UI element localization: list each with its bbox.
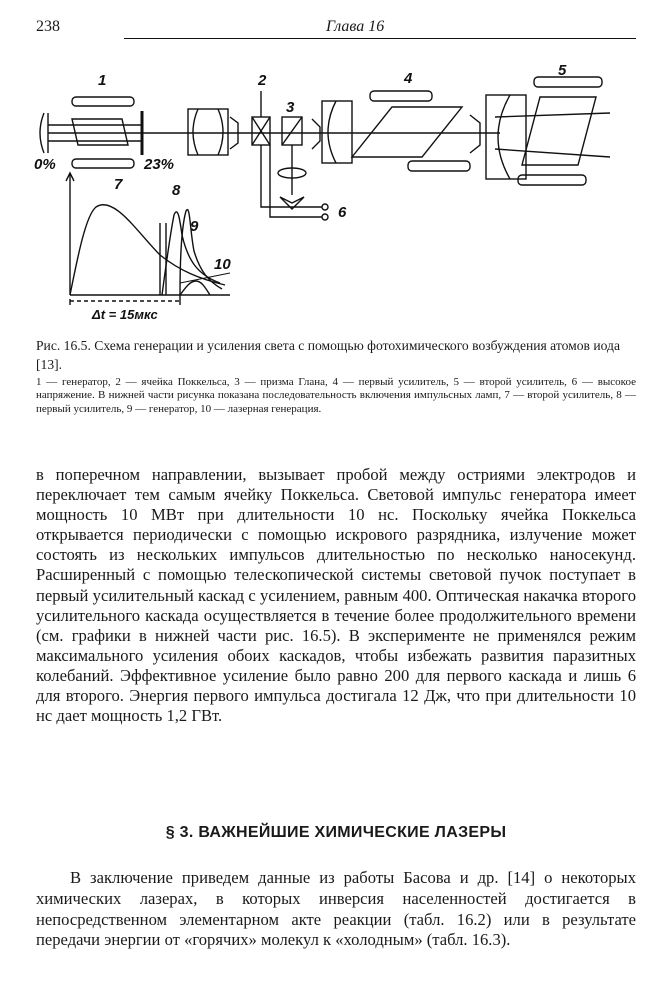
- telescope-1-lens-a: [193, 109, 198, 155]
- telescope-3-neg-lens: [470, 115, 480, 153]
- label-duration: Δt = 15мкс: [92, 307, 158, 322]
- body-text: [36, 465, 636, 726]
- label-8: 8: [172, 182, 181, 199]
- label-0-percent: 0%: [34, 156, 56, 173]
- label-2: 2: [258, 72, 267, 89]
- beam-lower: [495, 149, 610, 157]
- end-mirror: [40, 113, 44, 153]
- label-10: 10: [214, 256, 231, 273]
- header-rule: [124, 38, 636, 39]
- telescope-2-frame: [322, 101, 352, 163]
- label-5: 5: [558, 62, 567, 79]
- figure-caption: Рис. 16.5. Схема генерации и усиления света с помощью фотохимического возбуждения атомов иода [13].: [36, 338, 621, 372]
- curve-7-second-amplifier: [70, 205, 225, 295]
- amp1-lamp-bottom: [408, 161, 470, 171]
- generator-lamp-bottom: [72, 159, 134, 168]
- laser-schematic-diagram: [30, 55, 640, 330]
- figure-legend: 1 — генератор, 2 — ячейка Поккельса, 3 — призма Глана, 4 — первый усилитель, 5 — второй усилитель, 6 — высокое напряжение. В нижней части рисунка показана последовательность включения импульсных ламп, 7 — второй усилитель, 8 — первый усилитель, 9 — генератор, 10 — лазерная генерация.: [36, 376, 636, 415]
- telescope-2-lens: [328, 101, 336, 163]
- label-1: 1: [98, 72, 107, 89]
- telescope-1-lens-b: [218, 109, 223, 155]
- amp1-lamp-top: [370, 91, 432, 101]
- figure-16-5: [30, 55, 640, 330]
- page-header: [36, 18, 636, 40]
- running-title: Глава 16: [326, 18, 385, 35]
- label-9: 9: [190, 218, 199, 235]
- hv-terminal-b: [322, 214, 328, 220]
- label-6: 6: [338, 204, 347, 221]
- body-paragraph: в поперечном направлении, вызывает пробой между остриями электродов и переключает тем самым ячейку Поккельса. Световой импульс генератора имеет мощность 10 МВт при длительности 10 нс. Поскольку ячейка Поккельса открывается периодически с помощью искрового разрядника, излучение может состоять из нескольких импульсов длительностью по несколько наносекунд. Расширенный с помощью телескопической системы световой пучок поступает в первый усилительный каскад с усилением, равным 400. Оптическая накачка второго усилительного каскада осуществляется в течение более продолжительного времени (см. графики в нижней части рис. 16.5). В эксперименте не применялся режим максимального усиления обоих каскадов, чтобы избежать развития паразитных колебаний. Эффективное усиление было равно 200 для первого каскада и лишь 6 для второго. Энергия первого импульса достигала 12 Дж, что при длительности 10 нс дает мощность 1,2 ГВт.: [36, 465, 636, 726]
- label-7: 7: [114, 176, 123, 193]
- page-number: 238: [36, 18, 60, 35]
- telescope-1-frame: [188, 109, 228, 155]
- telescope-3-lens: [498, 95, 510, 179]
- telescope-3-frame: [486, 95, 526, 179]
- amp1-rod: [352, 107, 462, 157]
- generator-lamp-top: [72, 97, 134, 106]
- glan-diagonal: [282, 117, 302, 145]
- amp2-lamp-bottom: [518, 175, 586, 185]
- section-heading: § 3. ВАЖНЕЙШИЕ ХИМИЧЕСКИЕ ЛАЗЕРЫ: [165, 824, 507, 841]
- hv-terminal-a: [322, 204, 328, 210]
- amp2-lamp-top: [534, 77, 602, 87]
- telescope-2-neg-lens: [312, 119, 320, 149]
- section-text: [36, 868, 636, 951]
- curve-10-lasing: [180, 281, 210, 295]
- beam-upper: [495, 113, 610, 117]
- label-3: 3: [286, 99, 295, 116]
- label-4: 4: [404, 70, 413, 87]
- label-23-percent: 23%: [144, 156, 175, 173]
- hv-lead-b: [270, 145, 322, 217]
- section-paragraph: В заключение приведем данные из работы Басова и др. [14] о некоторых химических лазерах, в которых инверсия населенностей достигается в непосредственном элементарном акте реакции (табл. 16.2) или в результате передачи энергии от «горячих» молекул к «холодным» (табл. 16.3).: [36, 868, 636, 950]
